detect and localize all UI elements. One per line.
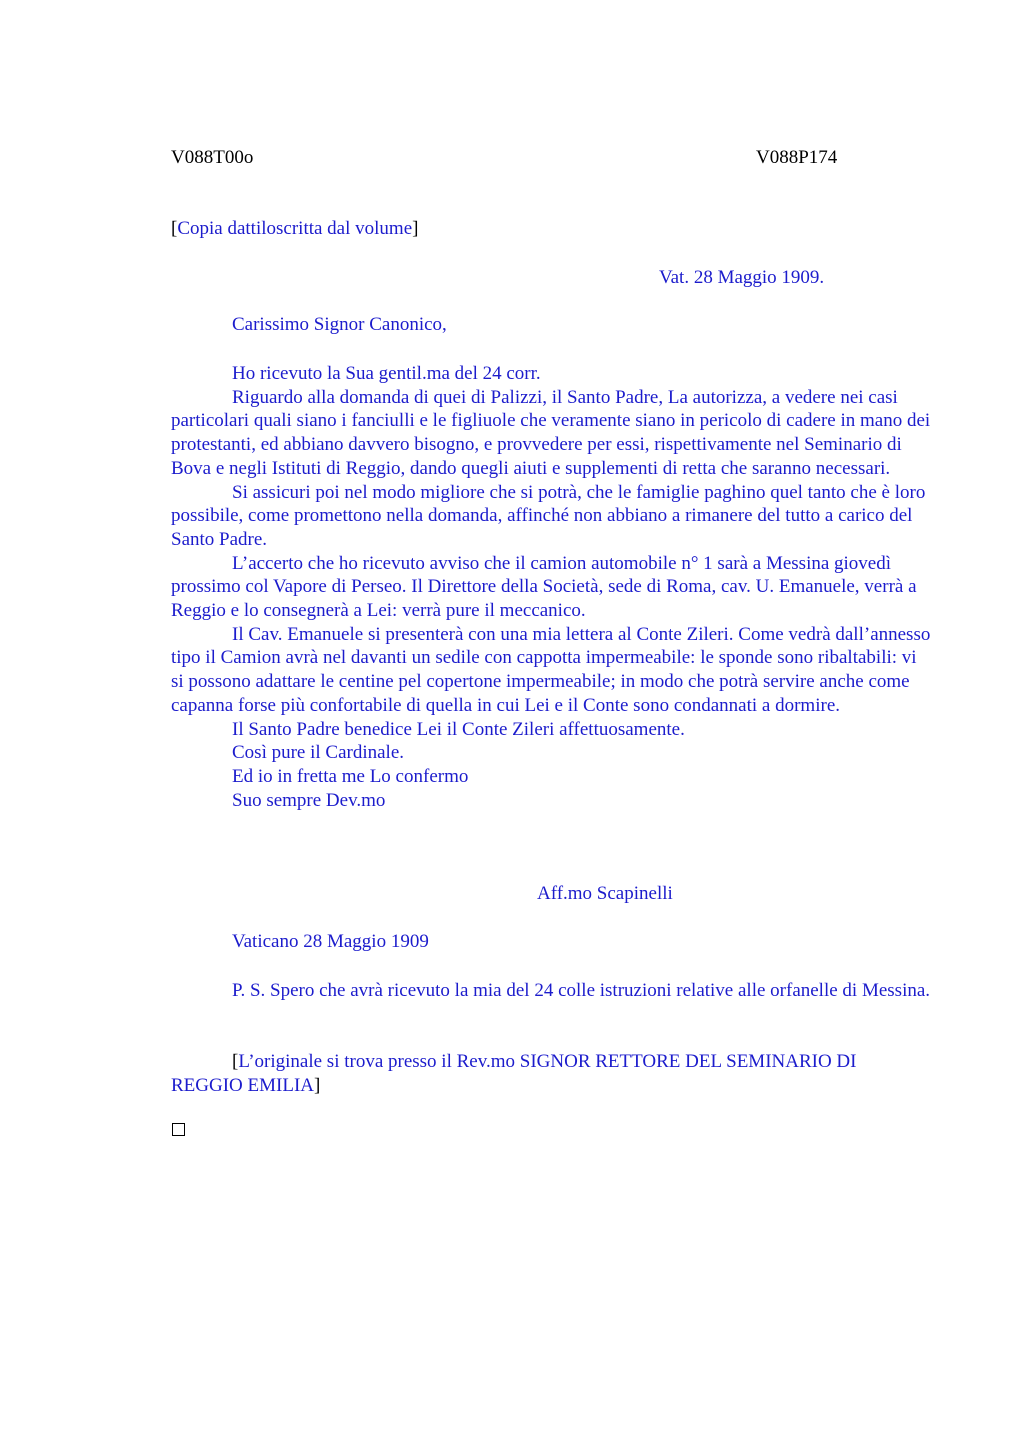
letter-place-date: Vaticano 28 Maggio 1909 [232, 931, 429, 952]
empty-square-mark [172, 1123, 185, 1136]
original-note-paragraph [171, 1050, 931, 1097]
letter-paragraph: Si assicuri poi nel modo migliore che si potrà, che le famiglie paghino quel tanto che è loro possibile, come promettono nella domanda, affinché non abbiano a rimanere del tutto a carico del Santo Padre. [171, 481, 926, 550]
letter-postscript [171, 979, 931, 1003]
original-note-close-bracket: ] [314, 1074, 321, 1096]
copy-note-close-bracket: ] [412, 218, 419, 239]
letter-paragraph: Ho ricevuto la Sua gentil.ma del 24 corr. [232, 363, 541, 384]
letter-paragraph: Riguardo alla domanda di quei di Palizzi, il Santo Padre, La autorizza, a vedere nei casi particolari quali siano i fanciulli e le figliuole che veramente siano in pericolo di cadere in mano dei protestanti, ed abbiano davvero bisogno, e provvedere per essi, rispettivamente nel Seminario di Bova e negli Istituti di Reggio, dando quegli aiuti e supplementi di retta che saranno necessari. [171, 386, 931, 479]
header-right-code: V088P174 [756, 147, 838, 168]
copy-note-text: Copia dattiloscritta dal volume [177, 218, 413, 239]
copy-note-open-bracket: [ [171, 218, 178, 239]
letter-body [171, 362, 931, 812]
letter-paragraph: Il Santo Padre benedice Lei il Conte Zileri affettuosamente. [232, 718, 685, 740]
letter-signature: Aff.mo Scapinelli [537, 883, 673, 904]
letter-salutation: Carissimo Signor Canonico, [232, 314, 447, 335]
copy-note [171, 218, 418, 240]
original-note-text: L’originale si trova presso il Rev.mo SIGNOR RETTORE DEL SEMINARIO DI REGGIO EMILIA [171, 1051, 857, 1096]
letter-paragraph: Il Cav. Emanuele si presenterà con una mia lettera al Conte Zileri. Come vedrà dall’annesso tipo il Camion avrà nel davanti un sedile con cappotta impermeabile: le sponde sono ribaltabili: vi si possono adattare le centine pel copertone impermeabile; in modo che potrà servire anche come capanna forse più confortabile di quella in cui Lei e il Conte sono condannati a dormire. [171, 623, 931, 716]
letter-paragraph: L’accerto che ho ricevuto avviso che il camion automobile n° 1 sarà a Messina giovedì prossimo col Vapore di Perseo. Il Direttore della Società, sede di Roma, cav. U. Emanuele, verrà a Reggio e lo consegnerà a Lei: verrà pure il meccanico. [171, 552, 917, 622]
header-left-code: V088T00o [171, 147, 254, 168]
letter-paragraph: Ed io in fretta me Lo confermo [232, 765, 469, 787]
original-location-note [171, 1050, 931, 1097]
letter-paragraph: Così pure il Cardinale. [232, 742, 405, 764]
letter-date: Vat. 28 Maggio 1909. [659, 267, 825, 288]
postscript-text: P. S. Spero che avrà ricevuto la mia del 24 colle istruzioni relative alle orfanelle di Messina. [232, 980, 931, 1001]
original-note-open-bracket: [ [232, 1051, 239, 1072]
letter-paragraph: Suo sempre Dev.mo [232, 789, 386, 811]
